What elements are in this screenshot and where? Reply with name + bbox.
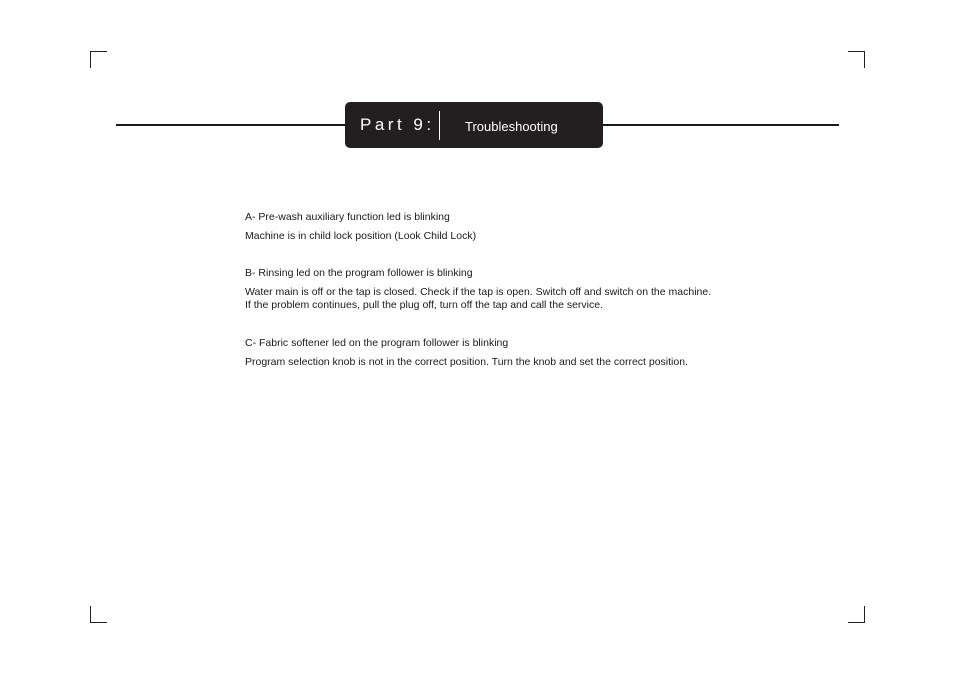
crop-mark-bottom-right — [848, 606, 865, 623]
item-description — [245, 230, 476, 243]
item-heading: C- Fabric softener led on the program follower is blinking — [245, 337, 509, 349]
section-header-box — [345, 102, 603, 148]
item-heading: B- Rinsing led on the program follower is blinking — [245, 267, 473, 279]
crop-mark-top-left — [90, 51, 107, 68]
part-label: Part 9: — [360, 115, 435, 134]
header-rule-right — [602, 124, 839, 126]
header-divider — [439, 111, 440, 140]
description-line: If the problem continues, pull the plug off, turn off the tap and call the service. — [245, 299, 603, 311]
crop-mark-top-right — [848, 51, 865, 68]
crop-mark-bottom-left — [90, 606, 107, 623]
troubleshooting-item-b — [245, 266, 711, 312]
description-line: Program selection knob is not in the correct position. Turn the knob and set the correct position. — [245, 356, 688, 368]
page-title: Troubleshooting — [465, 119, 558, 134]
description-line: Machine is in child lock position (Look Child Lock) — [245, 230, 477, 242]
header-rule-left — [116, 124, 348, 126]
troubleshooting-item-a — [245, 210, 476, 243]
item-heading: A- Pre-wash auxiliary function led is blinking — [245, 211, 450, 223]
item-description — [245, 356, 688, 369]
item-description — [245, 286, 711, 312]
troubleshooting-item-c — [245, 336, 688, 369]
description-line: Water main is off or the tap is closed. Check if the tap is open. Switch off and switch on the machine. — [245, 286, 712, 298]
